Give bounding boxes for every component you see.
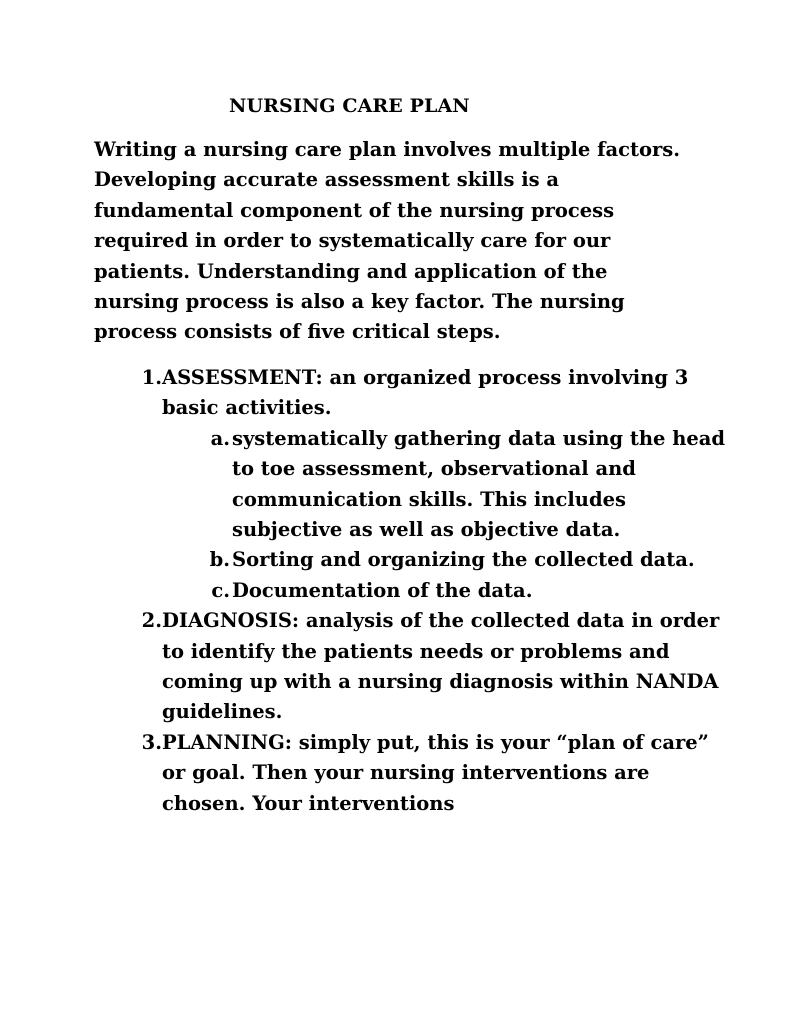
step-item-assessment: [128, 363, 728, 606]
intro-paragraph: Writing a nursing care plan involves multiple factors. Developing accurate assessment skills is a fundamental component of the nursing process required in order to systematically care for our patients. Understanding and application of the nursing process is also a key factor. The nursing process consists of five critical steps.: [94, 138, 681, 344]
step-text: DIAGNOSIS: analysis of the collected data in order to identify the patients needs or problems and coming up with a nursing diagnosis within NANDA guidelines.: [162, 609, 720, 724]
step-item-planning: [128, 728, 728, 819]
document-title: NURSING CARE PLAN: [229, 95, 470, 117]
sub-item-letter: b.: [209, 548, 230, 572]
sub-item-documentation: [198, 576, 728, 606]
sub-item-sorting: [198, 545, 728, 575]
sub-item-letter: a.: [210, 426, 230, 450]
step-text: ASSESSMENT: an organized process involving 3 basic activities.: [162, 366, 689, 420]
sub-item-letter: c.: [211, 578, 230, 602]
sub-item-gathering: [198, 424, 728, 546]
step-number: 3.: [141, 730, 162, 754]
sub-item-text: systematically gathering data using the head to toe assessment, observational and communication skills. This includes subjective as well as objective data.: [232, 426, 726, 542]
steps-list: [128, 363, 728, 819]
step-item-diagnosis: [128, 606, 728, 728]
sub-item-text: Sorting and organizing the collected data.: [232, 548, 695, 572]
step-number: 2.: [141, 609, 162, 633]
assessment-sub-list: [198, 424, 728, 606]
sub-item-text: Documentation of the data.: [232, 578, 533, 602]
step-number: 1.: [141, 366, 162, 389]
step-text: PLANNING: simply put, this is your “plan of care” or goal. Then your nursing interventions are chosen. Your interventions: [162, 730, 709, 815]
